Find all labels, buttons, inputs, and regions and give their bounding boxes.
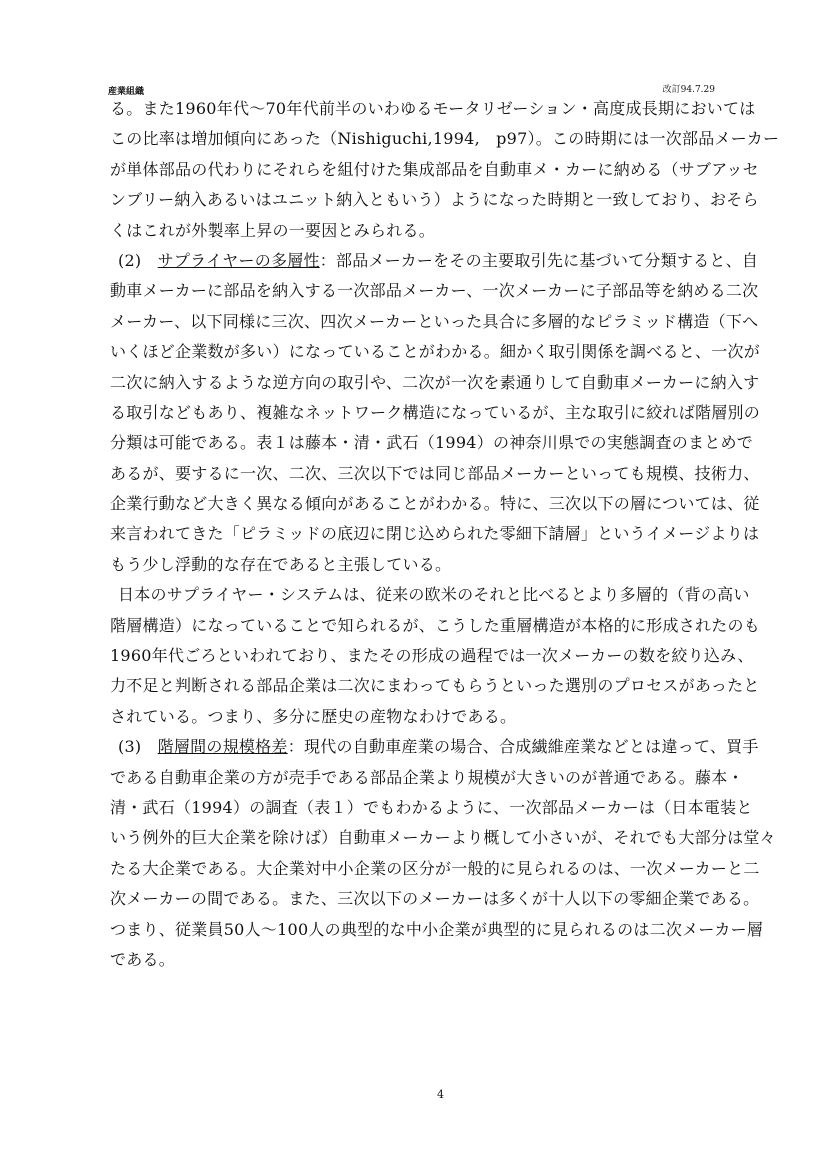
page-number: 4 — [437, 1088, 444, 1101]
revision-date: 改訂94.7.29 — [662, 85, 715, 95]
text-line: 二次に納入するような逆方向の取引や、二次が一次を素通りして自動車メーカーに納入す — [110, 372, 760, 392]
running-header-left: 産業組織 — [108, 87, 145, 97]
section-number: (2) — [118, 250, 158, 270]
text-line: いう例外的巨大企業を除けば）自動車メーカーより概して小さいが、それでも大部分は堂々 — [110, 828, 776, 848]
text-line: メーカー、以下同様に三次、四次メーカーといった具合に多層的なピラミッド構造（下へ — [110, 311, 759, 331]
text-line: が単体部品の代わりにそれらを組付けた集成部品を自動車メ・カーに納める（サブアッセ — [110, 159, 759, 179]
text-line: つまり、従業員50人～100人の典型的な中小企業が典型的に見られるのは二次メーカー層 — [110, 919, 764, 939]
text-line: ンブリー納入あるいはユニット納入ともいう）ようになった時期と一致しており、おそら — [110, 190, 759, 210]
text-line: この比率は増加傾向にあった（Nishiguchi,1994, p97）。この時期には一次部品メーカー — [110, 129, 780, 149]
text-line: 力不足と判断される部品企業は二次にまわってもらうといった選別のプロセスがあったと — [110, 676, 760, 696]
text-line: る。また1960年代～70年代前半のいわゆるモータリゼーション・高度成長期においては — [110, 99, 756, 118]
text-line: 次メーカーの間である。また、三次以下のメーカーは多くが十人以下の零細企業である。 — [110, 889, 760, 909]
text-line: 来言われてきた「ピラミッドの底辺に閉じ込められた零細下請層」というイメージよりは — [110, 524, 760, 544]
section-heading-line — [110, 732, 778, 762]
text-line: である。 — [110, 949, 176, 969]
text-line: 1960年代ごろといわれており、またその形成の過程では一次メーカーの数を絞り込み、 — [110, 646, 754, 666]
text-line: 分類は可能である。表１は藤本・清・武石（1994）の神奈川県での実態調査のまとめで — [110, 433, 753, 453]
body-text — [110, 94, 778, 975]
text-line: あるが、要するに一次、二次、三次以下では同じ部品メーカーといっても規模、技術力、 — [110, 463, 760, 483]
text-line: 日本のサプライヤー・システムは、従来の欧米のそれと比べるとより多層的（背の高い — [118, 585, 750, 605]
text-line: である自動車企業の方が売手である部品企業より規模が大きいのが普通である。藤本・ — [110, 767, 744, 787]
text-line: くはこれが外製率上昇の一要因とみられる。 — [110, 220, 436, 240]
text-line: る取引などもあり、複雑なネットワーク構造になっているが、主な取引に絞れば階層別の — [110, 402, 761, 422]
text-line: 動車メーカーに部品を納入する一次部品メーカー、一次メーカーに子部品等を納める二次 — [110, 281, 759, 301]
section-heading: 階層間の規模格差 — [157, 737, 288, 757]
text-line: もう少し浮動的な存在であると主張している。 — [110, 554, 452, 574]
section-heading: サプライヤーの多層性 — [157, 250, 320, 270]
text-line: ：現代の自動車産業の場合、合成繊維産業などとは違って、買手 — [287, 737, 759, 757]
text-line: 企業行動など大きく異なる傾向があることがわかる。特に、三次以下の層については、従 — [110, 494, 760, 514]
text-line: たる大企業である。大企業対中小企業の区分が一般的に見られるのは、一次メーカーと二 — [110, 858, 760, 878]
text-line: 清・武石（1994）の調査（表１）でもわかるように、一次部品メーカーは（日本電装と — [110, 797, 753, 817]
text-line: いくほど企業数が多い）になっていることがわかる。細かく取引関係を調べると、一次が — [110, 342, 761, 362]
section-number: (3) — [118, 737, 158, 757]
text-line: ：部品メーカーをその主要取引先に基づいて分類すると、自 — [319, 250, 759, 270]
text-line: 階層構造）になっていることで知られるが、こうした重層構造が本格的に形成されたのも — [110, 615, 761, 635]
text-line: されている。つまり、多分に歴史の産物なわけである。 — [110, 706, 517, 726]
section-heading-line — [110, 246, 778, 276]
